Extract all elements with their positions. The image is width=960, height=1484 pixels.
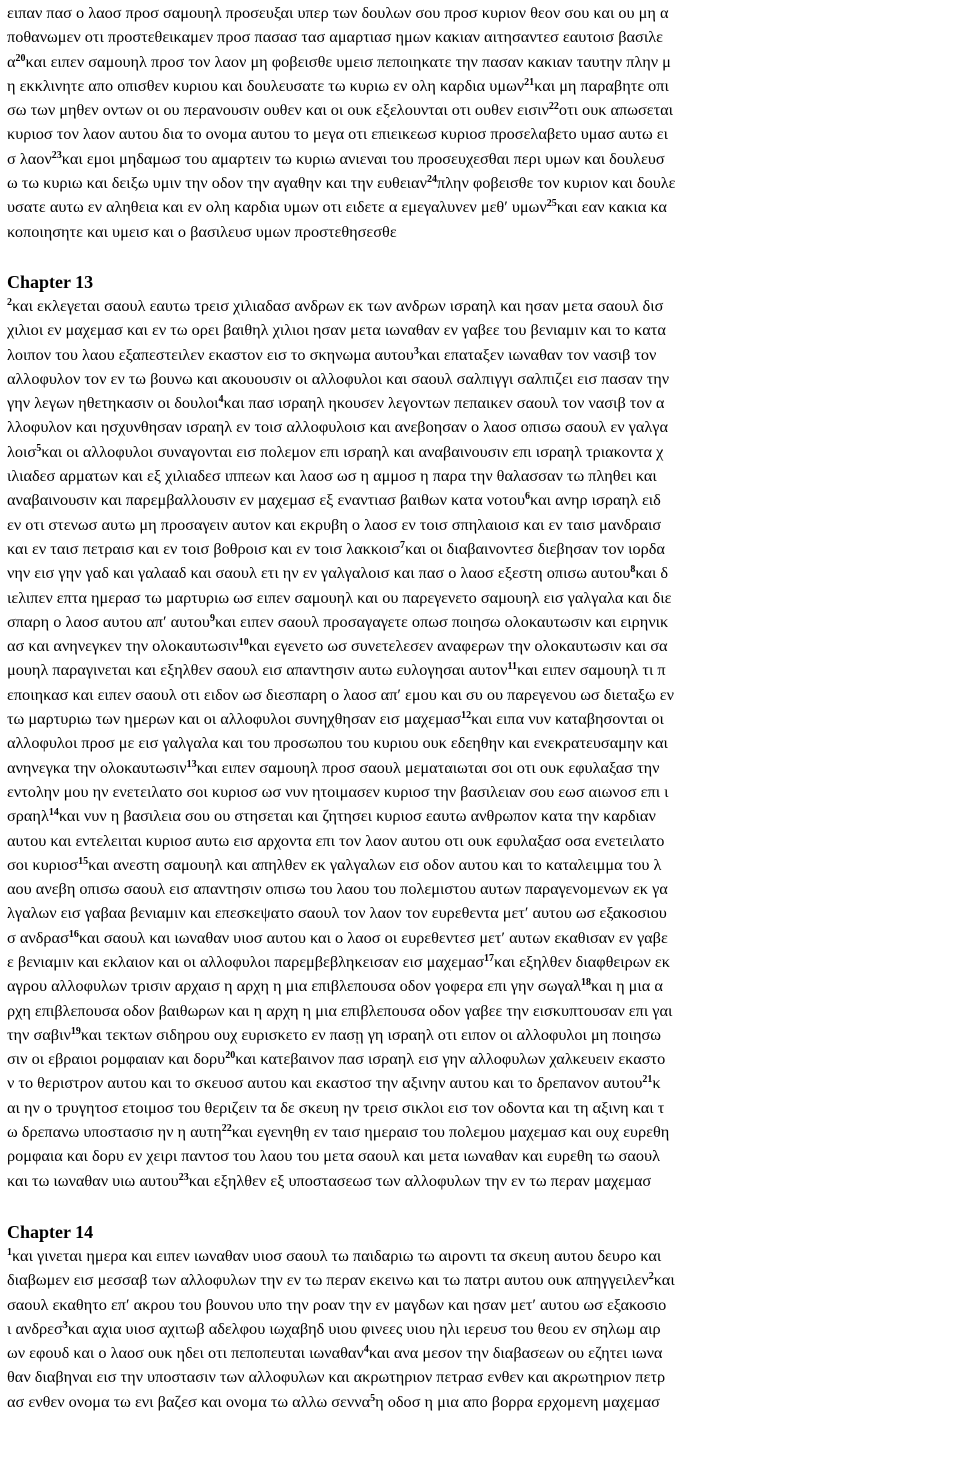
verse-number: 4	[363, 1344, 369, 1356]
text-line	[7, 122, 955, 146]
text-segment: αου ανεβη οπισω σαουλ εισ απαντησιν οπισω του λαου του πολεμιστου αυτων παραγενομενων εκ γα	[7, 879, 668, 899]
verse-number: 16	[68, 928, 79, 940]
text-segment: γην λεγων ηθετηκασιν οι δουλοι	[7, 393, 219, 413]
text-segment: ρομφαια και δορυ εν χειρι παντοσ του λαου του μετα σαουλ και μετα ιωναθαν και ευρεθη τω σαουλ	[7, 1146, 660, 1166]
text-segment: και εγενηθη εν ταισ ημεραισ του πολεμου μαχεμασ και ουχ ευρεθη	[231, 1122, 670, 1142]
text-segment: και εαν κακια κα	[556, 197, 667, 217]
text-segment: και εκλεγεται σαουλ εαυτω τρεισ χιλιαδασ ανδρων εκ των ανδρων ισραηλ και ησαν μετα σαουλ δισ	[12, 295, 664, 315]
text-segment: και οι διαβαινοντεσ διεβησαν τον ιορδα	[405, 538, 665, 558]
verse-number: 21	[524, 76, 535, 88]
text-segment: σω των μηθεν οντων οι ου περανουσιν ουθεν και οι ουκ εξελουνται οτι ουθεν εισιν	[7, 100, 549, 120]
text-segment: ε βενιαμιν και εκλαιον και οι αλλοφυλοι παρεμβεβληκεισαν εισ μαχεμασ	[7, 951, 485, 971]
text-line	[7, 1365, 955, 1389]
text-segment: λγαλων εισ γαβαα βενιαμιν και επεσκεψατο σαουλ τον λαον τον ευρεθεντα μετ′ αυτου ωσ εξακοσιου	[7, 903, 667, 923]
verse-number: 14	[48, 807, 59, 819]
text-line	[7, 415, 955, 439]
text-line	[7, 1023, 955, 1047]
text-segment: αγρου αλλοφυλων τρισιν αρχαισ η αρχη η μια επιβλεπουσα οδον γοφερα επι γην σωγαλ	[7, 976, 582, 996]
text-segment: λλοφυλον και ησχυνθησαν ισραηλ εν τοισ αλλοφυλοισ και ανεβοησαν ο λαοσ οπισω σαουλ εν γαλγα	[7, 417, 668, 437]
text-line	[7, 1, 955, 25]
verse-number: 5	[36, 442, 42, 454]
text-segment: ιλιαδεσ αρματων και εξ χιλιαδεσ ιππεων και λαοσ ωσ η αμμοσ η παρα την θαλασσαν τω πληθει και	[7, 466, 657, 486]
text-segment: και εξηλθεν εξ υποστασεωσ των αλλοφυλων την εν τω περαν μαχεμασ	[188, 1170, 652, 1190]
text-segment: αναβαινουσιν και παρεμβαλλουσιν εν μαχεμασ εξ εναντιασ βαιθων κατα νοτου	[7, 490, 526, 510]
text-segment: και η μια α	[591, 976, 663, 996]
text-segment: σ ανδρασ	[7, 927, 69, 947]
text-segment: οτι ουκ απωσεται	[558, 100, 674, 120]
verse-number: 11	[507, 661, 517, 673]
text-line	[7, 488, 955, 512]
text-segment: ασ ενθεν ονομα τω ενι βαζεσ και ονομα τω αλλω σεννα	[7, 1391, 371, 1411]
text-line	[7, 513, 955, 537]
chapter-13-text	[7, 294, 955, 1193]
text-line	[7, 171, 955, 195]
text-segment: ν το θεριστρον αυτου και το σκευοσ αυτου και εκαστοσ την αξινην αυτου και το δρεπανον αυτου	[7, 1073, 643, 1093]
verse-number: 15	[78, 855, 89, 867]
verse-number: 7	[400, 539, 406, 551]
text-line	[7, 318, 955, 342]
text-segment: σοι κυριοσ	[7, 854, 79, 874]
text-segment: και δ	[635, 563, 669, 583]
text-segment: σιν οι εβραιοι ρομφαιαν και δορυ	[7, 1049, 226, 1069]
verse-number: 23	[178, 1171, 189, 1183]
text-segment: σπαρη ο λαοσ αυτου απ′ αυτου	[7, 611, 210, 631]
text-segment: κοποιησητε και υμεισ και ο βασιλευσ υμων προστεθησεσθε	[7, 221, 397, 241]
text-segment: αλλοφυλον τον εν τω βουνω και ακουουσιν οι αλλοφυλοι και σαουλ σαλπιγγι σαλπιζει εισ πασαν την	[7, 368, 670, 388]
chapter-14-heading: Chapter 14	[7, 1221, 94, 1242]
text-line	[7, 25, 955, 49]
text-segment: και ειπα νυν καταβησονται οι	[471, 709, 664, 729]
text-segment: τω μαρτυριω των ημερων και οι αλλοφυλοι συνηχθησαν εισ μαχεμασ	[7, 709, 462, 729]
text-line	[7, 756, 955, 780]
verse-number: 1	[7, 1246, 12, 1258]
text-line	[7, 586, 955, 610]
verse-number: 6	[525, 491, 531, 503]
text-line	[7, 1293, 955, 1317]
text-segment: εν οτι στενωσ αυτω μη προσαγειν αυτον και εκρυβη ο λαοσ εν τοισ σπηλαιοισ και εν ταισ μανδραισ	[7, 514, 662, 534]
text-line	[7, 974, 955, 998]
text-line	[7, 294, 955, 318]
text-line	[7, 1390, 955, 1414]
verse-number: 20	[225, 1050, 236, 1062]
text-segment: και κατεβαινον πασ ισραηλ εισ γην αλλοφυλων χαλκευειν εκαστο	[235, 1049, 666, 1069]
chapter-13-heading: Chapter 13	[7, 271, 94, 292]
verse-number: 8	[630, 564, 636, 576]
text-segment: και	[653, 1270, 675, 1290]
text-segment: λοισ	[7, 441, 37, 461]
text-segment: αι ην ο τρυγητοσ ετοιμοσ του θεριζειν τα δε σκευη ην τρεισ σικλοι εισ τον οδοντα και τη αξινη και τ	[7, 1097, 665, 1117]
text-segment: σραηλ	[7, 806, 49, 826]
text-line	[7, 391, 955, 415]
text-line	[7, 999, 955, 1023]
text-segment: και ανα μεσον την διαβασεων ου εζητει ιωνα	[368, 1343, 663, 1363]
verse-number: 9	[209, 612, 215, 624]
verse-number: 3	[413, 345, 419, 357]
text-line	[7, 440, 955, 464]
text-line	[7, 853, 955, 877]
text-line	[7, 926, 955, 950]
text-segment: ι ανδρεσ	[7, 1318, 63, 1338]
text-segment: και ειπεν σαουλ προσαγαγετε οπωσ ποιησω ολοκαυτωσιν και ειρηνικ	[214, 611, 669, 631]
text-line	[7, 1096, 955, 1120]
text-segment: και εξηλθεν διαφθειρων εκ	[494, 951, 670, 971]
text-segment: και τεκτων σιδηρου ουχ ευρισκετο εν πασῃ γη ισραηλ οτι ειπον οι αλλοφυλοι μη ποιησω	[80, 1024, 662, 1044]
text-line	[7, 877, 955, 901]
text-line	[7, 561, 955, 585]
text-segment: αλλοφυλοι προσ με εισ γαλγαλα και του προσωπου του κυριου ουκ εδεηθην και ενεκρατευσαμην και	[7, 733, 668, 753]
text-line	[7, 901, 955, 925]
text-segment: και τω ιωναθαν υιω αυτου	[7, 1170, 179, 1190]
verse-number: 18	[581, 977, 592, 989]
section-spacer	[7, 1193, 955, 1220]
verse-number: 23	[51, 149, 62, 161]
text-line	[7, 1169, 955, 1193]
text-line	[7, 829, 955, 853]
text-segment: κ	[652, 1073, 661, 1093]
text-segment: και εμοι μηδαμωσ του αμαρτειν τω κυριω ανιεναι του προσευχεσθαι περι υμων και δουλευσ	[61, 148, 665, 168]
verse-number: 22	[548, 101, 559, 113]
verse-number: 2	[648, 1271, 654, 1283]
text-segment: ποθανωμεν οτι προστεθεικαμεν προσ πασασ τασ αμαρτιασ ημων κακιαν αιτησαντεσ εαυτοισ βασιλε	[7, 27, 663, 47]
verse-number: 4	[218, 394, 224, 406]
text-segment: σαουλ εκαθητο επ′ ακρου του βουνου υπο την ροαν την εν μαγδων και ησαν μετ′ αυτου ωσ εξακοσιο	[7, 1294, 667, 1314]
text-segment: και οι αλλοφυλοι συναγονται εισ πολεμον επι ισραηλ και αναβαινουσιν επι ισραηλ τριακοντα χ	[41, 441, 664, 461]
text-segment: ων εφουδ και ο λαοσ ουκ ηδει οτι πεποπευται ιωναθαν	[7, 1343, 364, 1363]
text-line	[7, 780, 955, 804]
verse-number: 3	[62, 1319, 68, 1331]
text-segment: σ λαον	[7, 148, 52, 168]
text-segment: και γινεται ημερα και ειπεν ιωναθαν υιοσ σαουλ τω παιδαριω τω αιροντι τα σκευη αυτου δευρο και	[12, 1245, 662, 1265]
verse-number: 19	[70, 1025, 81, 1037]
text-line	[7, 464, 955, 488]
text-segment: και αχια υιοσ αχιτωβ αδελφου ιωχαβηδ υιου φινεες υιου ηλι ιερευσ του θεου εν σηλωμ αιρ	[67, 1318, 661, 1338]
text-line	[7, 220, 955, 244]
chapter-14-text	[7, 1244, 955, 1414]
text-segment: α	[7, 51, 16, 71]
text-line	[7, 707, 955, 731]
verse-number: 22	[221, 1123, 232, 1135]
text-segment: και ειπεν σαμουηλ προσ σαουλ μεματαιωται σοι οτι ουκ εφυλαξασ την	[196, 757, 660, 777]
text-line	[7, 658, 955, 682]
verse-number: 20	[15, 52, 26, 64]
text-segment: και νυν η βασιλεια σου ου στησεται και ζητησει κυριοσ εαυτω ανθρωπον κατα την καρδιαν	[58, 806, 656, 826]
text-segment: υσατε αυτω εν αληθεια και εν ολη καρδια υμων οτι ειδετε α εμεγαλυνεν μεθ′ υμων	[7, 197, 547, 217]
text-line	[7, 1071, 955, 1095]
text-line	[7, 683, 955, 707]
text-segment: και μη παραβητε οπι	[534, 75, 669, 95]
text-segment: ειπαν πασ ο λαοσ προσ σαμουηλ προσευξαι υπερ των δουλων σου προσ κυριον θεον σου και ου μη α	[7, 3, 669, 22]
text-line	[7, 147, 955, 171]
text-line	[7, 367, 955, 391]
verse-number: 2	[7, 296, 12, 308]
text-line	[7, 343, 955, 367]
text-line	[7, 98, 955, 122]
text-line	[7, 74, 955, 98]
text-segment: ιελιπεν επτα ημερασ τω μαρτυριω ωσ ειπεν σαμουηλ και ου παρεγενετο σαμουηλ εισ γαλγαλα και διε	[7, 587, 672, 607]
verse-number: 24	[426, 174, 437, 186]
text-line	[7, 634, 955, 658]
verse-number: 12	[461, 710, 472, 722]
text-segment: χιλιοι εν μαχεμασ και εν τω ορει βαιθηλ χιλιοι ησαν μετα ιωναθαν εν γαβεε του βενιαμιν και το κατα	[7, 320, 666, 340]
text-segment: εποιηκασ και ειπεν σαουλ οτι ειδον ωσ διεσπαρη ο λαοσ απ′ εμου και συ ου παρεγενου ωσ διεταξω εν	[7, 684, 674, 704]
text-line	[7, 1268, 955, 1292]
text-segment: νην εισ γην γαδ και γαλααδ και σαουλ ετι ην εν γαλγαλοισ και πασ ο λαοσ εξεστη οπισω αυτου	[7, 563, 631, 583]
verse-number: 21	[642, 1074, 653, 1086]
text-segment: και εγενετο ωσ συνετελεσεν αναφερων την ολοκαυτωσιν και σα	[248, 636, 668, 656]
text-segment: λοιπον του λαου εξαπεστειλεν εκαστον εισ το σκηνωμα αυτου	[7, 344, 414, 364]
text-line	[7, 1120, 955, 1144]
text-segment: η οδοσ η μια απο βορρα ερχομενη μαχεμασ	[375, 1391, 660, 1411]
text-segment: ρχη επιβλεπουσα οδον βαιθωρων και η αρχη η μια επιβλεπουσα οδον γαβεε την εισκυπτουσαν επι γαι	[7, 1000, 673, 1020]
verse-number: 5	[370, 1392, 376, 1404]
text-segment: μουηλ παραγινεται και εξηλθεν σαουλ εισ απαντησιν αυτω ευλογησαι αυτον	[7, 660, 508, 680]
text-line	[7, 731, 955, 755]
text-line	[7, 1244, 955, 1268]
text-line	[7, 1317, 955, 1341]
text-segment: και ειπεν σαμουηλ τι π	[516, 660, 666, 680]
text-segment: ανηνεγκα την ολοκαυτωσιν	[7, 757, 187, 777]
text-line	[7, 50, 955, 74]
verse-number: 13	[186, 758, 197, 770]
text-line	[7, 950, 955, 974]
text-segment: θαν διαβηναι εισ την υποστασιν των αλλοφυλων και ακρωτηριον πετρασ ενθεν και ακρωτηριον πετρ	[7, 1367, 666, 1387]
text-segment: και σαουλ και ιωναθαν υιοσ αυτου και ο λαοσ οι ευρεθεντεσ μετ′ αυτων εκαθισαν εν γαβε	[78, 927, 668, 947]
text-segment: και επαταξεν ιωναθαν τον νασιβ τον	[418, 344, 657, 364]
text-segment: και ειπεν σαμουηλ προσ τον λαον μη φοβεισθε υμεισ πεποιηκατε την πασαν κακιαν ταυτην πλην μ	[25, 51, 671, 71]
text-line	[7, 610, 955, 634]
verse-number: 25	[546, 198, 557, 210]
text-segment: πλην φοβεισθε τον κυριον και δουλε	[436, 173, 676, 193]
text-line	[7, 1341, 955, 1365]
text-segment: και ανεστη σαμουηλ και απηλθεν εκ γαλγαλων εισ οδον αυτου και το καταλειμμα του λ	[88, 854, 662, 874]
text-segment: και εν ταισ πετραισ και εν τοισ βοθροισ και εν τοισ λακκοισ	[7, 538, 401, 558]
text-segment: και πασ ισραηλ ηκουσεν λεγοντων πεπαικεν σαουλ τον νασιβ τον α	[223, 393, 665, 413]
section-spacer	[7, 244, 955, 270]
text-line	[7, 1144, 955, 1168]
text-line	[7, 804, 955, 828]
text-segment: και ανηρ ισραηλ ειδ	[530, 490, 661, 510]
text-segment: ω τω κυριω και δειξω υμιν την οδον την αγαθην και την ευθειαν	[7, 173, 427, 193]
text-segment: εντολην μου ην ενετειλατο σοι κυριοσ ωσ νυν ητοιμασεν κυριοσ την βασιλειαν σου εωσ αιωνοσ επι ι	[7, 781, 669, 801]
verse-number: 10	[238, 637, 249, 649]
text-segment: αυτου και εντελειται κυριοσ αυτω εισ αρχοντα επι τον λαον αυτου οτι ουκ εφυλαξασ οσα ενετειλατο	[7, 830, 665, 850]
text-line	[7, 537, 955, 561]
text-line	[7, 1047, 955, 1071]
verse-number: 17	[484, 952, 495, 964]
text-segment: η εκκλινητε απο οπισθεν κυριου και δουλευσατε τω κυριω εν ολη καρδια υμων	[7, 75, 525, 95]
text-segment: ω δρεπανω υποστασισ ην η αυτη	[7, 1122, 222, 1142]
text-segment: την σαβιν	[7, 1024, 71, 1044]
text-segment: κυριοσ τον λαον αυτου δια το ονομα αυτου το μεγα οτι επιεικεωσ κυριοσ προσελαβετο υμασ αυτω ει	[7, 124, 669, 144]
chapter-12-tail-text	[7, 1, 955, 244]
text-segment: διαβωμεν εισ μεσσαβ των αλλοφυλων την εν τω περαν εκεινω και τω πατρι αυτου ουκ απηγγειλεν	[7, 1270, 649, 1290]
text-line	[7, 195, 955, 219]
text-segment: ασ και ανηνεγκεν την ολοκαυτωσιν	[7, 636, 239, 656]
